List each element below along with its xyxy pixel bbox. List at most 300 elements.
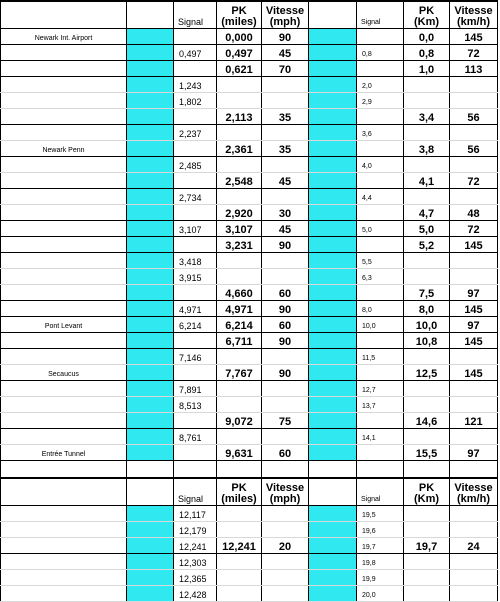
pk-miles-cell: 4,971 [217,301,262,317]
table-row [1,45,498,61]
marker2-cell [309,77,357,93]
marker-header [127,1,174,29]
pk-miles-cell [217,157,262,173]
spacer-row [1,461,498,478]
marker-cell [127,173,174,189]
signal-cell [174,285,217,301]
signal-km-cell [357,237,404,253]
speed-kmh-cell: 97 [450,285,498,301]
signal-cell: 1,802 [174,93,217,109]
signal-cell: 3,418 [174,253,217,269]
station-cell [1,349,127,365]
signal-km-cell: 10,0 [357,317,404,333]
pk-miles-cell: 3,107 [217,221,262,237]
station-cell [1,285,127,301]
table-row [1,429,498,445]
signal-km-cell: 6,3 [357,269,404,285]
speed-kmh-cell [450,429,498,445]
station-cell [1,554,127,570]
marker-cell [127,349,174,365]
station-cell [1,506,127,522]
table-row [1,253,498,269]
pk-miles-cell: 7,767 [217,365,262,381]
signal-cell: 8,761 [174,429,217,445]
marker2-cell [309,253,357,269]
speed-kmh-cell [450,93,498,109]
signal-cell: 12,179 [174,522,217,538]
marker2-cell [309,61,357,77]
speed-kmh-cell [450,189,498,205]
speed-mph-cell: 45 [262,221,309,237]
station-cell: Newark Int. Airport [1,29,127,45]
speed-kmh-cell [450,269,498,285]
pk-km-cell: 4,7 [404,205,450,221]
station-cell [1,237,127,253]
speed-mph-cell [262,349,309,365]
speed-mph-cell [262,77,309,93]
signal-km-cell: 12,7 [357,381,404,397]
marker-cell [127,29,174,45]
marker2-cell [309,93,357,109]
signal-km-cell: 19,9 [357,570,404,586]
speed-kmh-cell: 72 [450,221,498,237]
marker2-header [309,1,357,29]
table-row [1,141,498,157]
speed-kmh-cell: 56 [450,141,498,157]
station-cell [1,45,127,61]
marker2-cell [309,189,357,205]
marker2-cell [309,285,357,301]
signal-km-cell: 14,1 [357,429,404,445]
pk-km-cell: 5,0 [404,221,450,237]
pk-miles-cell: 0,000 [217,29,262,45]
table-row [1,445,498,461]
speed-kmh-cell [450,253,498,269]
station-cell [1,157,127,173]
signal-km-cell: 19,7 [357,538,404,554]
header-row [1,1,498,29]
marker-cell [127,413,174,429]
speed-kmh-cell [450,349,498,365]
pk-km-cell [404,570,450,586]
pk-miles-cell: 9,072 [217,413,262,429]
pk-miles-cell [217,570,262,586]
speed-kmh-cell: 48 [450,205,498,221]
speed-mph-cell [262,253,309,269]
marker2-cell [309,538,357,554]
pk-miles-cell [217,429,262,445]
pk-km-cell: 5,2 [404,237,450,253]
signal-cell: 4,971 [174,301,217,317]
pk-miles-cell: 2,113 [217,109,262,125]
signal-km-cell [357,61,404,77]
station-cell [1,570,127,586]
station-cell [1,586,127,602]
pk-miles-cell [217,586,262,602]
pk-km-cell [404,506,450,522]
signal-cell: 12,428 [174,586,217,602]
pk-miles-cell: 9,631 [217,445,262,461]
table-row [1,317,498,333]
table-row [1,189,498,205]
signal-cell: 2,237 [174,125,217,141]
marker2-cell [309,570,357,586]
speed-mph-cell: 60 [262,445,309,461]
pk-km-cell: 7,5 [404,285,450,301]
speed-kmh-cell: 145 [450,301,498,317]
marker-cell [127,237,174,253]
signal-header: Signal [174,478,217,506]
marker-cell [127,506,174,522]
pk-miles-cell [217,522,262,538]
marker-cell [127,586,174,602]
station-cell: Pont Levant [1,317,127,333]
pk-miles-cell [217,189,262,205]
table-row [1,554,498,570]
signal-km-cell: 2,0 [357,77,404,93]
signal-km-cell: 5,0 [357,221,404,237]
pk-miles-cell: 2,361 [217,141,262,157]
speed-kmh-cell [450,506,498,522]
signal-cell: 8,513 [174,397,217,413]
signal-cell [174,237,217,253]
speed-kmh-cell: 145 [450,237,498,253]
signal-km-cell: 19,6 [357,522,404,538]
marker-cell [127,77,174,93]
signal-km-cell: 19,8 [357,554,404,570]
table-row [1,570,498,586]
speed-mph-cell [262,586,309,602]
marker-cell [127,538,174,554]
marker-cell [127,397,174,413]
speed-mph-cell: 60 [262,285,309,301]
speed-kmh-header: Vitesse (km/h) [450,478,498,506]
pk-miles-cell [217,349,262,365]
station-cell [1,333,127,349]
pk-miles-cell [217,93,262,109]
speed-mph-cell: 90 [262,301,309,317]
signal-cell: 6,214 [174,317,217,333]
marker-cell [127,554,174,570]
speed-mph-cell: 90 [262,333,309,349]
signal-km-cell: 0,8 [357,45,404,61]
speed-mph-cell [262,570,309,586]
table-row [1,586,498,602]
signal-km-cell: 4,0 [357,157,404,173]
table-row [1,125,498,141]
marker-cell [127,317,174,333]
speed-mph-cell: 60 [262,317,309,333]
signal-cell [174,29,217,45]
pk-km-cell: 4,1 [404,173,450,189]
speed-kmh-cell [450,77,498,93]
signal-cell: 1,243 [174,77,217,93]
table-row [1,538,498,554]
speed-kmh-cell: 145 [450,365,498,381]
signal-cell: 12,241 [174,538,217,554]
station-cell [1,205,127,221]
pk-miles-cell: 3,231 [217,237,262,253]
pk-miles-cell [217,397,262,413]
signal-cell [174,61,217,77]
speed-kmh-cell: 72 [450,45,498,61]
station-cell [1,429,127,445]
speed-kmh-header: Vitesse (km/h) [450,1,498,29]
station-cell [1,221,127,237]
speed-kmh-cell: 121 [450,413,498,429]
pk-km-cell: 0,8 [404,45,450,61]
speed-mph-header: Vitesse (mph) [262,478,309,506]
signal-cell [174,173,217,189]
pk-km-cell [404,125,450,141]
station-cell [1,269,127,285]
marker-header [127,478,174,506]
pk-km-cell: 19,7 [404,538,450,554]
marker2-cell [309,429,357,445]
signal-km-cell: 8,0 [357,301,404,317]
pk-km-cell [404,349,450,365]
table-row [1,333,498,349]
signal-km-cell [357,285,404,301]
speed-mph-cell [262,189,309,205]
pk-km-cell: 14,6 [404,413,450,429]
pk-km-cell: 15,5 [404,445,450,461]
speed-mph-cell: 70 [262,61,309,77]
speed-kmh-cell: 24 [450,538,498,554]
pk-km-cell [404,522,450,538]
marker2-cell [309,397,357,413]
speed-kmh-cell [450,586,498,602]
speed-mph-cell: 90 [262,29,309,45]
pk-miles-cell [217,77,262,93]
station-cell [1,173,127,189]
table-row [1,506,498,522]
pk-km-cell: 10,0 [404,317,450,333]
marker-cell [127,570,174,586]
table-row [1,413,498,429]
table-row [1,269,498,285]
pk-miles-cell: 2,920 [217,205,262,221]
pk-km-cell: 3,8 [404,141,450,157]
pk-km-cell: 3,4 [404,109,450,125]
speed-mph-cell: 35 [262,109,309,125]
speed-mph-cell: 30 [262,205,309,221]
marker-cell [127,93,174,109]
pk-km-cell [404,586,450,602]
table-row [1,157,498,173]
signal-km-cell: 13,7 [357,397,404,413]
speed-kmh-cell [450,522,498,538]
signal-cell: 0,497 [174,45,217,61]
station-cell [1,125,127,141]
speed-kmh-cell [450,381,498,397]
table-row [1,77,498,93]
signal-km-cell: 20,0 [357,586,404,602]
signal-km-cell [357,413,404,429]
signal-km-header: Signal [357,478,404,506]
station-cell [1,381,127,397]
pk-km-cell [404,269,450,285]
signal-cell [174,109,217,125]
signal-cell [174,365,217,381]
marker2-cell [309,109,357,125]
pk-miles-cell [217,269,262,285]
table-row [1,61,498,77]
table-row [1,173,498,189]
signal-km-cell [357,365,404,381]
pk-km-cell [404,93,450,109]
pk-miles-header: PK (miles) [217,478,262,506]
marker2-cell [309,381,357,397]
marker2-cell [309,317,357,333]
pk-miles-cell [217,381,262,397]
marker-cell [127,522,174,538]
marker-cell [127,45,174,61]
station-cell [1,109,127,125]
marker-cell [127,125,174,141]
table-row [1,365,498,381]
station-cell [1,538,127,554]
speed-mph-cell [262,506,309,522]
marker2-cell [309,157,357,173]
marker2-cell [309,45,357,61]
table-row [1,93,498,109]
speed-kmh-cell: 56 [450,109,498,125]
speed-mph-cell: 90 [262,365,309,381]
pk-km-cell [404,397,450,413]
pk-miles-cell: 2,548 [217,173,262,189]
pk-km-cell [404,157,450,173]
signal-cell: 2,734 [174,189,217,205]
pk-miles-cell [217,554,262,570]
signal-cell [174,333,217,349]
signal-km-cell [357,173,404,189]
station-cell [1,93,127,109]
signal-km-cell: 19,5 [357,506,404,522]
table-row [1,381,498,397]
pk-km-header: PK (Km) [404,478,450,506]
speed-mph-cell: 35 [262,141,309,157]
pk-km-cell: 8,0 [404,301,450,317]
signal-cell [174,413,217,429]
signal-cell [174,205,217,221]
speed-kmh-cell [450,570,498,586]
marker-cell [127,157,174,173]
marker-cell [127,221,174,237]
station-cell: Newark Penn [1,141,127,157]
signal-km-cell [357,29,404,45]
pk-km-cell: 1,0 [404,61,450,77]
table-row [1,522,498,538]
speed-kmh-cell: 72 [450,173,498,189]
pk-miles-cell [217,506,262,522]
station-header [1,1,127,29]
marker2-header [309,478,357,506]
table-row [1,29,498,45]
signal-km-cell: 11,5 [357,349,404,365]
marker2-cell [309,445,357,461]
speed-mph-cell: 45 [262,173,309,189]
pk-km-header: PK (Km) [404,1,450,29]
marker2-cell [309,173,357,189]
pk-miles-cell: 0,497 [217,45,262,61]
table-row [1,285,498,301]
signal-km-cell [357,109,404,125]
marker2-cell [309,522,357,538]
speed-mph-cell: 45 [262,45,309,61]
marker-cell [127,429,174,445]
marker-cell [127,205,174,221]
station-cell [1,61,127,77]
pk-miles-cell: 6,711 [217,333,262,349]
marker2-cell [309,586,357,602]
pk-km-cell [404,189,450,205]
marker-cell [127,141,174,157]
speed-mph-cell [262,554,309,570]
signal-km-cell: 2,9 [357,93,404,109]
marker2-cell [309,554,357,570]
station-cell: Secaucus [1,365,127,381]
marker-cell [127,333,174,349]
marker-cell [127,365,174,381]
speed-mph-cell [262,157,309,173]
pk-miles-cell [217,125,262,141]
marker-cell [127,61,174,77]
marker2-cell [309,269,357,285]
speed-kmh-cell: 145 [450,333,498,349]
pk-miles-cell: 4,660 [217,285,262,301]
table-row [1,301,498,317]
pk-km-cell [404,381,450,397]
pk-km-cell: 0,0 [404,29,450,45]
speed-mph-cell [262,381,309,397]
signal-cell: 3,107 [174,221,217,237]
marker-cell [127,269,174,285]
speed-kmh-cell: 145 [450,29,498,45]
marker2-cell [309,237,357,253]
signal-table-bottom [0,461,498,602]
speed-kmh-cell: 113 [450,61,498,77]
station-cell: Entrée Tunnel [1,445,127,461]
signal-cell [174,445,217,461]
signal-km-cell [357,445,404,461]
station-cell [1,397,127,413]
pk-miles-cell: 0,621 [217,61,262,77]
speed-mph-cell: 75 [262,413,309,429]
signal-cell: 12,365 [174,570,217,586]
speed-mph-cell [262,522,309,538]
speed-mph-cell [262,429,309,445]
signal-cell [174,141,217,157]
signal-header: Signal [174,1,217,29]
marker-cell [127,445,174,461]
marker2-cell [309,506,357,522]
speed-kmh-cell [450,397,498,413]
table-row [1,397,498,413]
marker2-cell [309,349,357,365]
signal-km-cell [357,141,404,157]
speed-kmh-cell [450,125,498,141]
table-row [1,221,498,237]
speed-kmh-cell [450,157,498,173]
signal-km-cell: 5,5 [357,253,404,269]
table-row [1,349,498,365]
station-cell [1,522,127,538]
signal-cell: 12,117 [174,506,217,522]
pk-miles-header: PK (miles) [217,1,262,29]
pk-miles-cell: 12,241 [217,538,262,554]
pk-km-cell: 10,8 [404,333,450,349]
